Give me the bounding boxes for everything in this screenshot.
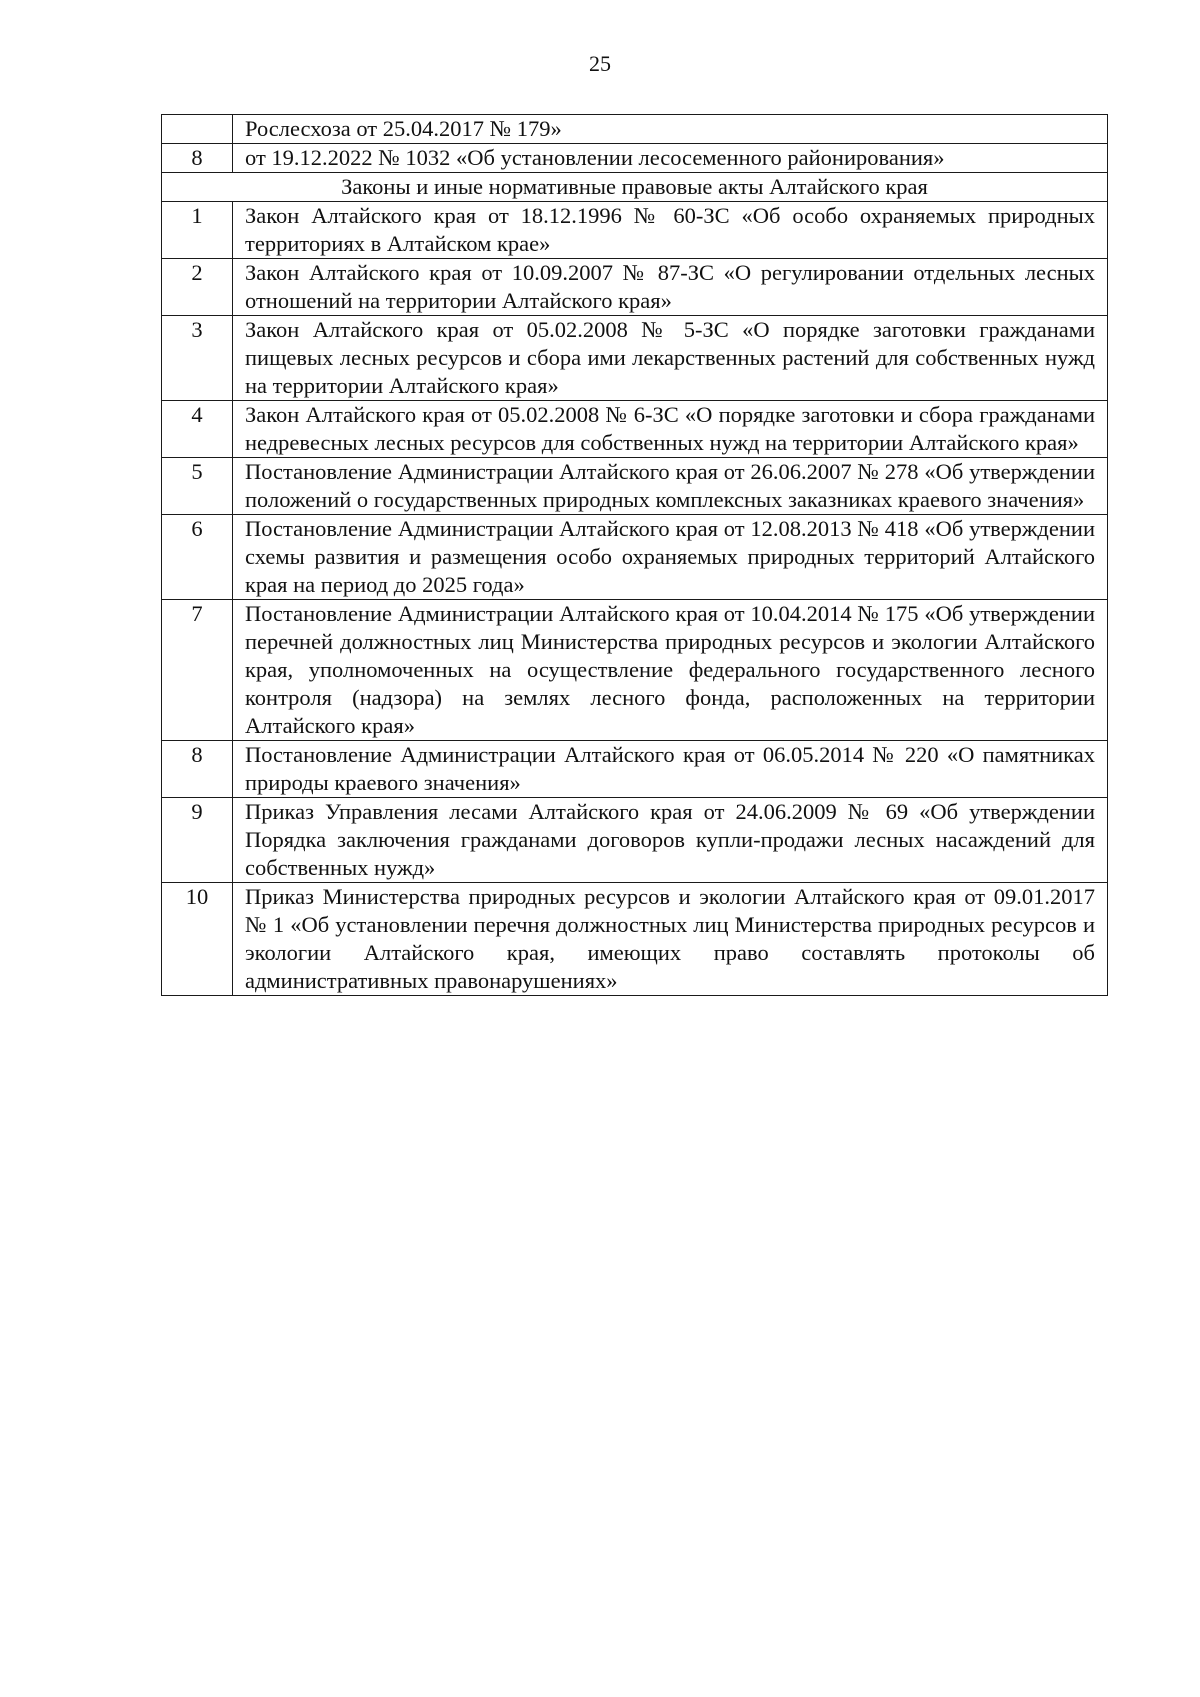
row-number: 10	[162, 883, 233, 996]
row-number: 2	[162, 259, 233, 316]
row-text: Постановление Администрации Алтайского края от 06.05.2014 № 220 «О памятниках природы краевого значения»	[233, 741, 1108, 798]
row-number: 1	[162, 202, 233, 259]
row-number: 4	[162, 401, 233, 458]
section-heading-row	[162, 173, 1108, 202]
row-number: 7	[162, 600, 233, 741]
row-text: Закон Алтайского края от 05.02.2008 № 5-ЗС «О порядке заготовки гражданами пищевых лесных ресурсов и сбора ими лекарственных растений для собственных нужд на территории Алтайского края»	[233, 316, 1108, 401]
row-text: Закон Алтайского края от 05.02.2008 № 6-ЗС «О порядке заготовки и сбора гражданами недревесных лесных ресурсов для собственных нужд на территории Алтайского края»	[233, 401, 1108, 458]
row-text: Приказ Министерства природных ресурсов и экологии Алтайского края от 09.01.2017 № 1 «Об установлении перечня должностных лиц Министерства природных ресурсов и экологии Алтайского края, имеющих право составлять протоколы об административных правонарушениях»	[233, 883, 1108, 996]
page-number: 25	[589, 51, 611, 76]
row-number: 5	[162, 458, 233, 515]
row-number: 8	[162, 144, 233, 173]
row-number	[162, 115, 233, 144]
row-text: Закон Алтайского края от 18.12.1996 № 60-ЗС «Об особо охраняемых природных территориях в Алтайском крае»	[233, 202, 1108, 259]
row-text: Приказ Управления лесами Алтайского края от 24.06.2009 № 69 «Об утверждении Порядка заключения гражданами договоров купли-продажи лесных насаждений для собственных нужд»	[233, 798, 1108, 883]
row-text: Рослесхоза от 25.04.2017 № 179»	[233, 115, 1108, 144]
row-number: 9	[162, 798, 233, 883]
row-text: от 19.12.2022 № 1032 «Об установлении лесосеменного районирования»	[233, 144, 1108, 173]
row-text: Постановление Администрации Алтайского края от 10.04.2014 № 175 «Об утверждении перечней должностных лиц Министерства природных ресурсов и экологии Алтайского края, уполномоченных на осуществление федерального государственного лесного контроля (надзора) на землях лесного фонда, расположенных на территории Алтайского края»	[233, 600, 1108, 741]
row-number: 6	[162, 515, 233, 600]
table-row	[162, 115, 1108, 144]
table-row	[162, 316, 1108, 401]
section-heading: Законы и иные нормативные правовые акты Алтайского края	[162, 173, 1108, 202]
table-row	[162, 883, 1108, 996]
row-text: Постановление Администрации Алтайского края от 26.06.2007 № 278 «Об утверждении положений о государственных природных комплексных заказниках краевого значения»	[233, 458, 1108, 515]
row-text: Закон Алтайского края от 10.09.2007 № 87-ЗС «О регулировании отдельных лесных отношений на территории Алтайского края»	[233, 259, 1108, 316]
table-row	[162, 798, 1108, 883]
table-row	[162, 401, 1108, 458]
legal-acts-table	[161, 114, 1108, 996]
table-row	[162, 600, 1108, 741]
table-row	[162, 202, 1108, 259]
row-number: 3	[162, 316, 233, 401]
table-row	[162, 515, 1108, 600]
table-row	[162, 144, 1108, 173]
row-text: Постановление Администрации Алтайского края от 12.08.2013 № 418 «Об утверждении схемы развития и размещения особо охраняемых природных территорий Алтайского края на период до 2025 года»	[233, 515, 1108, 600]
table-row	[162, 458, 1108, 515]
table-row	[162, 259, 1108, 316]
table-row	[162, 741, 1108, 798]
row-number: 8	[162, 741, 233, 798]
